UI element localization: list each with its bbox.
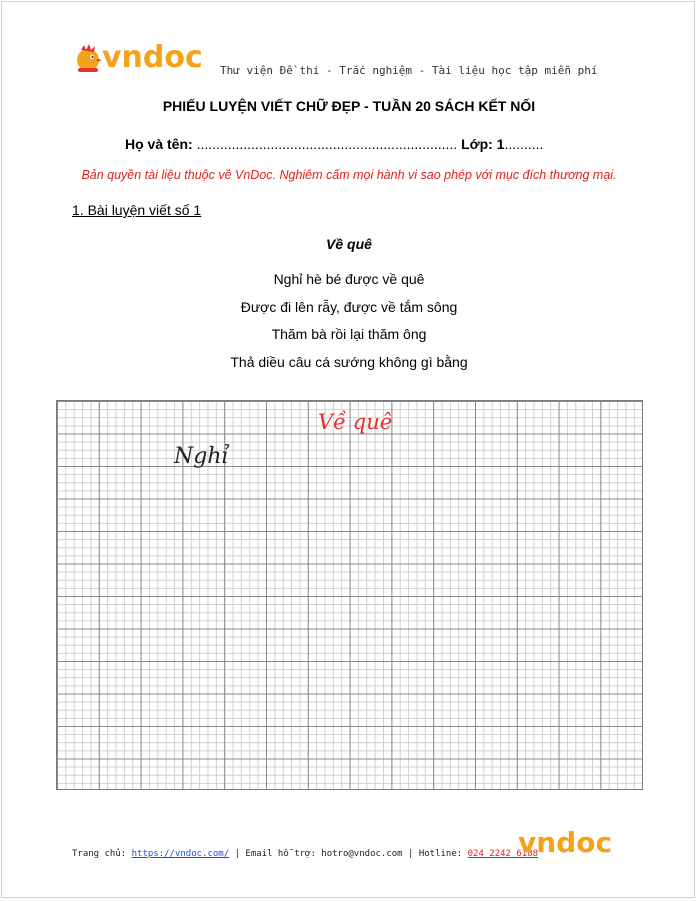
- poem-line: Thả diều câu cá sướng không gì bằng: [230, 353, 468, 370]
- poem-line: Được đi lên rẫy, được về tắm sông: [240, 298, 458, 315]
- poem-line: Nghỉ hè bé được về quê: [273, 271, 425, 287]
- section-heading: 1. Bài luyện viết số 1: [72, 202, 202, 218]
- grid-sample-word: Nghỉ: [174, 444, 229, 469]
- poem-body: [0, 270, 698, 380]
- poem-title: Về quê: [326, 236, 372, 252]
- hotline-label: Hotline:: [418, 849, 463, 859]
- home-label: Trang chủ:: [72, 849, 127, 859]
- footer-logo[interactable]: vndoc: [518, 826, 613, 859]
- rooster-icon: [72, 42, 104, 74]
- poem-line: Thăm bà rồi lại thăm ông: [271, 326, 427, 342]
- class-dots: ..........: [504, 136, 544, 152]
- worksheet-title: PHIẾU LUYỆN VIẾT CHỮ ĐẸP - TUẦN 20 SÁCH KẾT NỐI: [162, 98, 536, 114]
- email-value[interactable]: hotro@vndoc.com: [321, 849, 403, 859]
- home-link[interactable]: https://vndoc.com/: [131, 849, 230, 859]
- email-label: Email hỗ trợ:: [245, 849, 316, 859]
- name-label: Họ và tên:: [125, 136, 193, 152]
- vndoc-logo[interactable]: [72, 42, 202, 76]
- separator: |: [234, 849, 240, 859]
- handwriting-grid[interactable]: [56, 400, 643, 790]
- separator: |: [408, 849, 414, 859]
- logo-text: vndoc: [102, 40, 203, 75]
- site-tagline: Thư viện Đề thi - Trắc nghiệm - Tài liệu học tập miễn phí: [220, 64, 598, 77]
- class-label: Lớp: 1: [461, 136, 505, 152]
- student-info-line: [125, 136, 543, 152]
- grid-sample-title: Về quê: [318, 410, 393, 434]
- hotline-link[interactable]: 024 2242 6188: [467, 849, 539, 859]
- name-dots: ...................................................................: [196, 136, 458, 152]
- copyright-notice: Bản quyền tài liệu thuộc về VnDoc. Nghiêm cấm mọi hành vi sao phép với mục đích thương mại.: [81, 168, 617, 182]
- page-footer: [72, 849, 538, 859]
